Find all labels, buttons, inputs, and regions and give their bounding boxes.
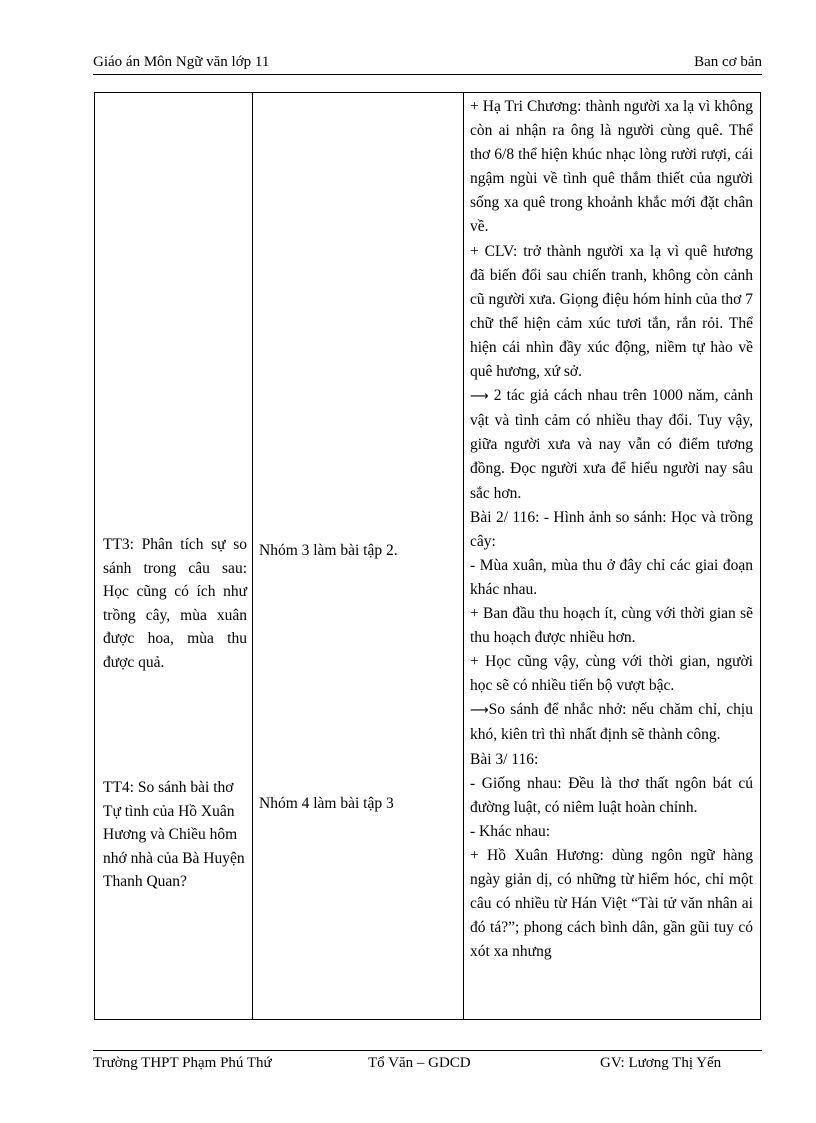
arrow-icon: ⟶: [470, 703, 489, 719]
activity-tt4: TT4: So sánh bài thơ Tự tình của Hồ Xuân Hương và Chiều hôm nhớ nhà của Bà Huyện Thanh Quan?: [103, 779, 245, 891]
para-hxh: + Hồ Xuân Hương: dùng ngôn ngữ hàng ngày giản dị, có những từ hiểm hóc, chỉ một câu có nhiều từ Hán Việt “Tài tử văn nhân ai đó tá?”; phong cách bình dân, gần gũi tuy có xót xa nhưng: [470, 846, 753, 961]
footer-teacher: GV: Lương Thị Yến: [600, 1055, 722, 1071]
header-subtitle: Ban cơ bản: [694, 54, 762, 70]
para-compare: [470, 698, 753, 747]
para-text: 2 tác giả cách nhau trên 1000 năm, cảnh vật và tình cảm có nhiều thay đổi. Tuy vậy, giữa người xưa và nay vẫn có điểm tương đồng. Đọc người xưa để hiểu người nay sâu sắc hơn.: [470, 387, 753, 502]
group-3-task: Nhóm 3 làm bài tập 2.: [259, 542, 398, 559]
arrow-icon: ⟶: [470, 389, 489, 405]
column-divider: [252, 93, 253, 1019]
para-seasons: - Mùa xuân, mùa thu ở đây chỉ các giai đoạn khác nhau.: [470, 556, 753, 598]
footer-dept: Tổ Văn – GDCD: [368, 1055, 471, 1071]
para-ha-tri-chuong: + Hạ Tri Chương: thành người xa lạ vì không còn ai nhận ra ông là người cùng quê. Thể thơ 6/8 thể hiện khúc nhạc lòng rười rượi, cái ngậm ngùi về tình quê thắm thiết của người sống xa quê trong khoảnh khắc mới đặt chân về.: [470, 98, 753, 236]
group-4-task: Nhóm 4 làm bài tập 3: [259, 795, 394, 812]
para-bai2: Bài 2/ 116: - Hình ảnh so sánh: Học và trồng cây:: [470, 508, 753, 550]
para-clv: + CLV: trở thành người xa lạ vì quê hương đã biến đổi sau chiến tranh, không còn cảnh cũ người xưa. Giọng điệu hóm hỉnh của thơ 7 chữ thể hiện cảm xúc tươi tắn, rắn rỏi. Thể hiện cái nhìn đầy xúc động, niềm tự hào về quê hương, xứ sở.: [470, 242, 753, 381]
para-similar: - Giống nhau: Đều là thơ thất ngôn bát cú đường luật, có niêm luật hoàn chỉnh.: [470, 774, 753, 816]
page-footer: [93, 1050, 762, 1071]
para-conclusion: [470, 384, 753, 505]
para-harvest: + Ban đầu thu hoạch ít, cùng với thời gian sẽ thu hoạch được nhiều hơn.: [470, 604, 753, 647]
activity-tt3: TT3: Phân tích sự so sánh trong câu sau: Học cũng có ích như trồng cây, mùa xuân được hoa, mùa thu được quả.: [103, 536, 247, 671]
para-bai3: Bài 3/ 116:: [470, 750, 539, 768]
para-learning: + Học cũng vậy, cùng với thời gian, người học sẽ có nhiều tiến bộ vượt bậc.: [470, 653, 753, 695]
para-different: - Khác nhau:: [470, 822, 551, 840]
lesson-table: [94, 92, 761, 1020]
column-divider: [463, 93, 464, 1019]
page-header: [93, 52, 762, 75]
para-text: So sánh để nhắc nhở: nếu chăm chỉ, chịu khó, kiên trì thì nhất định sẽ thành công.: [470, 701, 753, 744]
header-title: Giáo án Môn Ngữ văn lớp 11: [93, 54, 270, 70]
footer-school: Trường THPT Phạm Phú Thứ: [93, 1055, 272, 1071]
content-column: [470, 95, 753, 964]
